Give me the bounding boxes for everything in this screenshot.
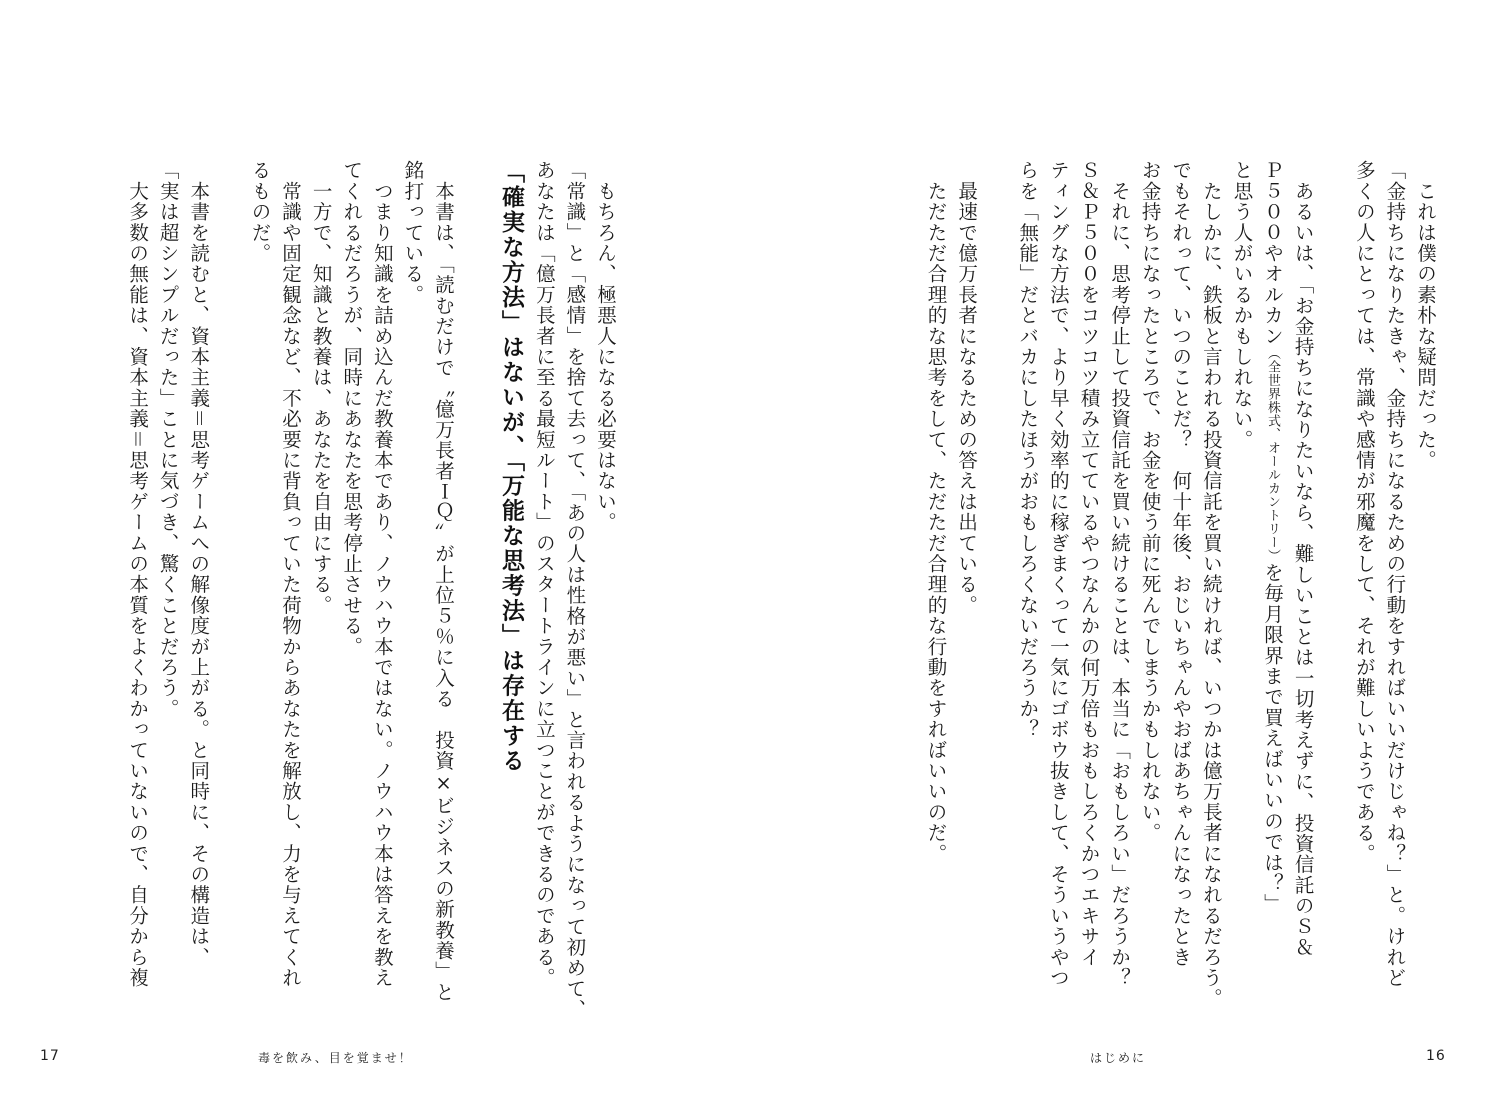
blank-line xyxy=(1318,160,1349,980)
body-line: ティングな方法で、より早く効率的に稼ぎまくって一気にゴボウ抜きして、そういうやつ xyxy=(1046,160,1070,988)
body-line: たしかに、鉄板と言われる投資信託を買い続ければ、いつかは億万長者になれるだろう。 xyxy=(1199,160,1223,1009)
body-line: 銘打っている。 xyxy=(401,160,425,305)
body-line: 「実は超シンプルだった」ことに気づき、驚くことだろう。 xyxy=(156,160,180,719)
body-line: もちろん、極悪人になる必要はない。 xyxy=(594,160,617,533)
orukan-note: （全世界株式、オールカントリー） xyxy=(1265,346,1281,563)
right-page xyxy=(760,0,1500,1102)
body-line: お金持ちになったところで、お金を使う前に死んでしまうかもしれない。 xyxy=(1138,160,1162,844)
body-line: らを「無能」だとバカにしたほうがおもしろくないだろうか？ xyxy=(1016,160,1040,740)
body-line: ただただ合理的な思考をして、ただただ合理的な行動をすればいいのだ。 xyxy=(924,160,948,864)
body-line: 本書を読むと、資本主義＝思考ゲームへの解像度が上がる。と同時に、その構造は、 xyxy=(187,160,211,968)
body-line: 多くの人にとっては、常識や感情が邪魔をして、それが難しいようである。 xyxy=(1352,160,1376,864)
running-head: はじめに xyxy=(1090,1051,1147,1065)
body-line: 最速で億万長者になるための答えは出ている。 xyxy=(955,160,979,616)
section-heading: 「確実な方法」はないが、「万能な思考法」は存在する xyxy=(498,160,524,774)
left-page-body-top xyxy=(528,160,620,1020)
body-line: 「常識」と「感情」を捨て去って、「あの人は性格が悪い」と言われるようになって初めて、 xyxy=(563,160,587,1020)
blank-line xyxy=(213,160,244,980)
body-line: 本書は、「読むだけで〝億万長者ＩＱ〟が上位５％に入る 投資×ビジネスの新教養」と xyxy=(432,160,455,1003)
page-number: 17 xyxy=(40,1048,60,1064)
running-head: 毒を飲み、目を覚ませ！ xyxy=(258,1051,413,1065)
body-line: あるいは、「お金持ちになりたいなら、難しいことは一切考えずに、投資信託のＳ＆ xyxy=(1291,160,1315,958)
body-line-end: を毎月限界まで買えばいいのでは？」 xyxy=(1261,562,1285,915)
body-line xyxy=(1256,160,1287,980)
body-line: つまり知識を詰め込んだ教養本であり、ノウハウ本ではない。ノウハウ本は答えを教え xyxy=(370,160,394,988)
body-line: あなたは「億万長者に至る最短ルート」のスタートラインに立つことができるのである。 xyxy=(532,160,556,988)
body-line: これは僕の素朴な疑問だった。 xyxy=(1414,160,1437,471)
body-line: それに、思考停止して投資信託を買い続けることは、本当に「おもしろい」だろうか？ xyxy=(1108,160,1132,988)
blank-line xyxy=(981,160,1012,980)
body-line: 一方で、知識と教養は、あなたを自由にする。 xyxy=(309,160,333,616)
body-line: 常識や固定観念など、不必要に背負っていた荷物からあなたを解放し、力を与えてくれ xyxy=(279,160,303,988)
page-number: 16 xyxy=(1426,1048,1446,1064)
body-line: 大多数の無能は、資本主義＝思考ゲームの本質をよくわかっていないので、自分から複 xyxy=(126,160,150,988)
body-line: Ｓ＆Ｐ５００をコツコツ積み立てているやつなんかの何万倍もおもしろくかつエキサイ xyxy=(1077,160,1101,968)
body-line: るものだ。 xyxy=(248,160,272,264)
body-line: と思う人がいるかもしれない。 xyxy=(1230,160,1254,450)
body-line-start: Ｐ５００やオルカン xyxy=(1261,160,1285,347)
body-line: でもそれって、いつのことだ？ 何十年後、おじいちゃんやおばあちゃんになったとき xyxy=(1169,160,1193,968)
body-line: 「金持ちになりたきゃ、金持ちになるための行動をすればいいだけじゃね？」と。けれど xyxy=(1383,160,1407,988)
left-page-body-bottom xyxy=(121,160,458,1003)
right-page-body xyxy=(920,160,1440,1009)
body-line: てくれるだろうが、同時にあなたを思考停止させる。 xyxy=(340,160,364,657)
